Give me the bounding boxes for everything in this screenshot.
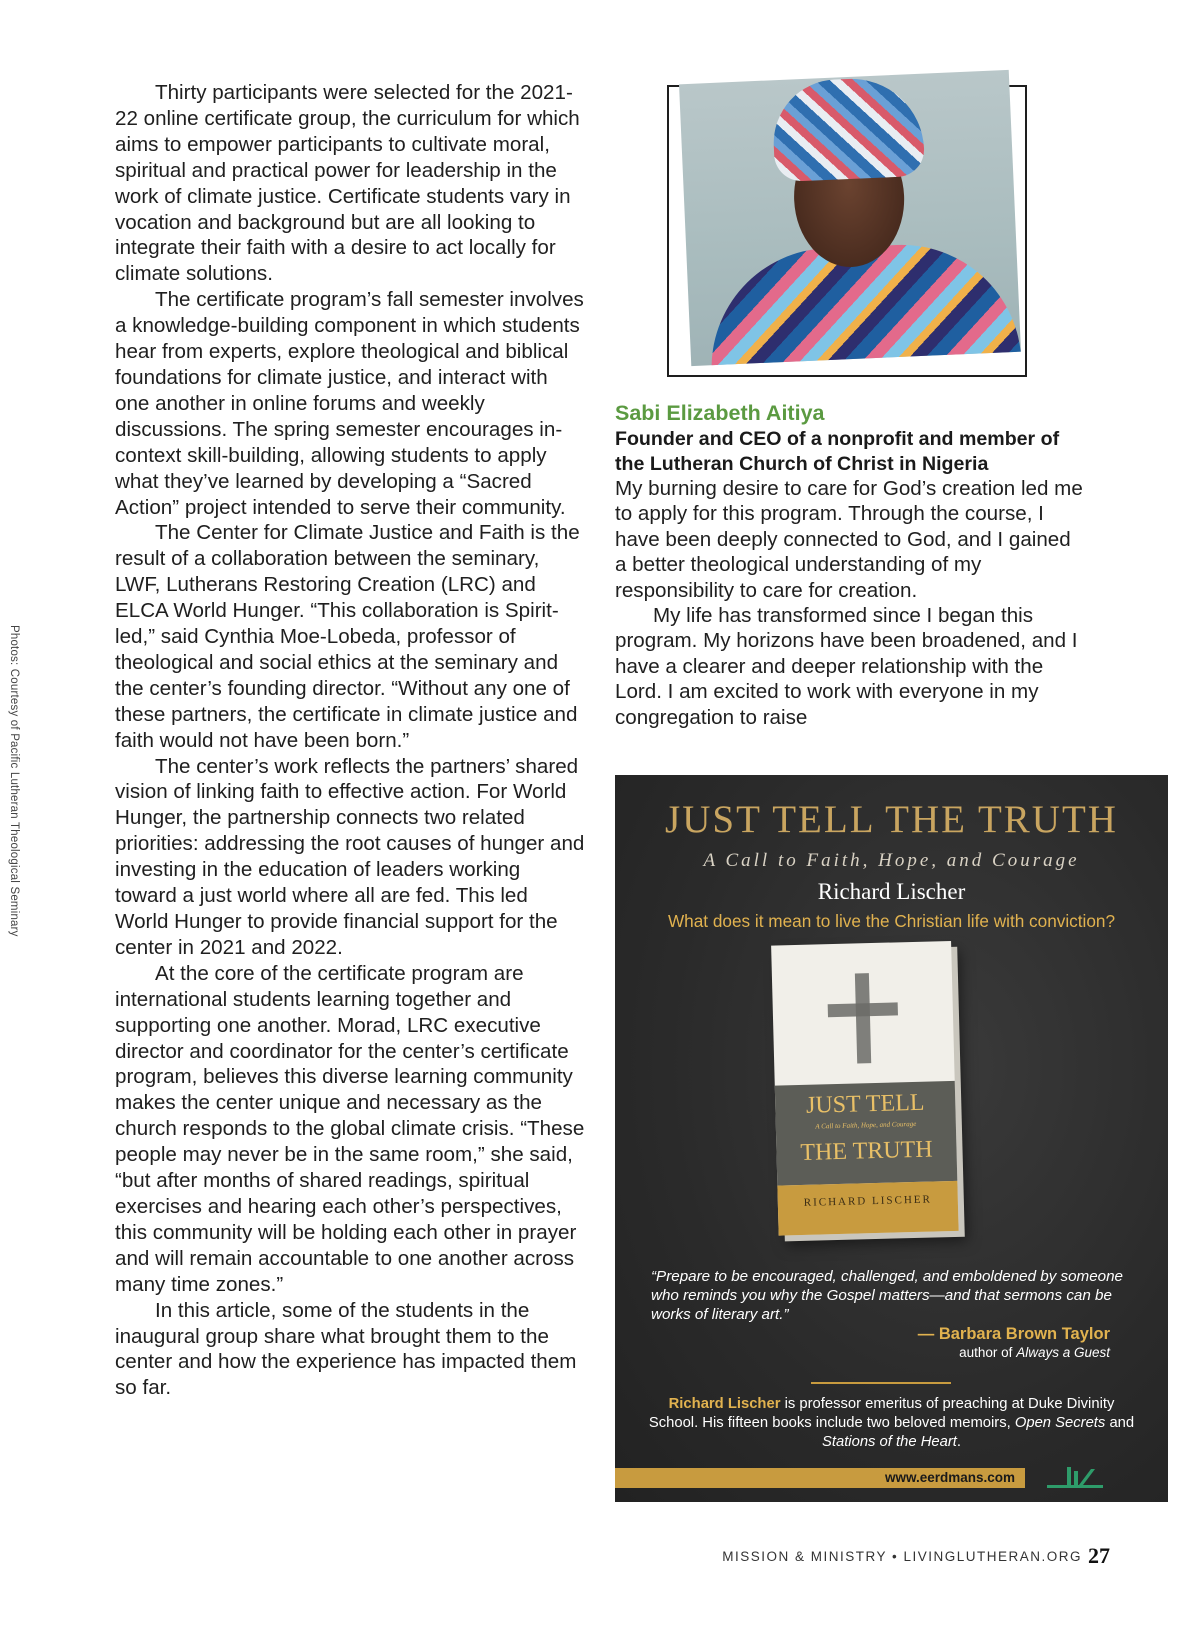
ad-subtitle: A Call to Faith, Hope, and Courage [703, 850, 1080, 871]
book-author: RICHARD LISCHER [803, 1193, 933, 1209]
book-title-line2: THE TRUTH [800, 1136, 933, 1166]
bio-book-2: Stations of the Heart [821, 1434, 957, 1450]
cross-icon-bar [828, 1002, 898, 1017]
book-cover [771, 940, 979, 1245]
article-paragraph: The certificate program’s fall semester involves a knowledge-building component in which students hear from experts, explore theological and biblical foundations for climate justice, and interact with one another in online forums and weekly discussions. The spring semester encourages in-context skill-building, allowing students to apply what they’ve learned by developing a “Sacred Action” project intended to serve their community. [115, 288, 584, 519]
endorsement-author: — Barbara Brown Taylor [917, 1325, 1110, 1343]
bio-text: is professor emeritus of preaching at Duke Divinity School. His fifteen books include two beloved memoirs, [648, 1396, 1115, 1431]
ad-author: Richard Lischer [817, 879, 966, 904]
article-paragraph: At the core of the certificate program are international students learning together and supporting one another. Morad, LRC executive director and coordinator for the center’s certificate program, believes this diverse learning community makes the center unique and necessary as the church responds to the global climate crisis. “These people may never be in the same room,” she said, “but after months of shared readings, spiritual exercises and hearing each other’s perspectives, this community will be holding each other in prayer and will remain accountable to one another across many time zones.” [115, 961, 585, 1296]
endorsement-author-note [959, 1345, 1110, 1360]
article-paragraph: Thirty participants were selected for the 2021-22 online certificate group, the curriculum for which aims to empower participants to cultivate moral, spiritual and practical power for leadership in the work of climate justice. Certificate students vary in vocation and background but are all looking to integrate their faith with a desire to act locally for climate solutions. [115, 81, 580, 286]
profile-role: Founder and CEO of a nonprofit and member of the Lutheran Church of Christ in Nigeria [615, 428, 1060, 475]
bio-and: and [1105, 1415, 1135, 1431]
student-profile [615, 400, 1085, 730]
bio-book-1: Open Secrets [1014, 1415, 1106, 1431]
book-front [771, 941, 959, 1236]
article-paragraph: The Center for Climate Justice and Faith is the result of a collaboration between the seminary, LWF, Lutherans Restoring Creation (LRC) and ELCA World Hunger. “This collaboration is Spirit-led,” said Cynthia Moe-Lobeda, professor of theological and social ethics at the seminary and the center’s founding director. “Without any one of these partners, the certificate in climate justice and faith would not have been born.” [115, 521, 580, 752]
article-paragraph: The center’s work reflects the partners’ shared vision of linking faith to effective action. For World Hunger, the partnership connects two related priorities: addressing the root causes of hunger and investing in the education of leaders working toward a just world where all are fed. This led World Hunger to provide financial support for the center in 2021 and 2022. [115, 754, 585, 959]
page-footer [722, 1543, 1110, 1569]
author-bio [645, 1395, 1138, 1452]
portrait-headscarf [771, 76, 925, 182]
cross-icon [855, 973, 871, 1063]
portrait-image [679, 70, 1021, 366]
article-left-column [115, 80, 585, 1401]
endorsement-note-prefix: author of [959, 1345, 1013, 1360]
photo-credit: Photos: Courtesy of Pacific Lutheran Theological Seminary [8, 625, 20, 937]
article-paragraph: In this article, some of the students in the inaugural group share what brought them to the center and how the experience has impacted them so far. [115, 1298, 577, 1400]
ad-divider [811, 1382, 951, 1384]
page-number: 27 [1088, 1543, 1110, 1568]
book-title-line1: JUST TELL [805, 1089, 925, 1119]
book-advertisement [615, 775, 1168, 1502]
footer-text: MISSION & MINISTRY • LIVINGLUTHERAN.ORG [722, 1549, 1082, 1564]
publisher-url[interactable]: www.eerdmans.com [884, 1470, 1015, 1485]
book-subtitle: A Call to Faith, Hope, and Courage [815, 1119, 917, 1131]
ad-title: JUST TELL THE TRUTH [665, 798, 1118, 841]
profile-paragraph: My life has transformed since I began this program. My horizons have been broadened, and I have a clearer and deeper relationship with the Lord. I am excited to work with everyone in my congregation to raise [615, 604, 1078, 729]
profile-photo [667, 85, 1035, 380]
bio-end: . [956, 1434, 962, 1450]
profile-name: Sabi Elizabeth Aitiya [615, 401, 825, 425]
endorsement-quote: “Prepare to be encouraged, challenged, and emboldened by someone who reminds you why the Gospel matters—and that sermons can be works of literary art.” [651, 1268, 1123, 1323]
eerdmans-logo-icon [1045, 1463, 1105, 1489]
endorsement-book-title: Always a Guest [1016, 1345, 1110, 1360]
ad-question: What does it mean to live the Christian life with conviction? [667, 911, 1116, 931]
bio-author-name: Richard Lischer [668, 1396, 781, 1412]
profile-paragraph: My burning desire to care for God’s creation led me to apply for this program. Through the course, I have been deeply connected to God, and I gained a better theological understanding of my responsibility to care for creation. [615, 477, 1083, 602]
